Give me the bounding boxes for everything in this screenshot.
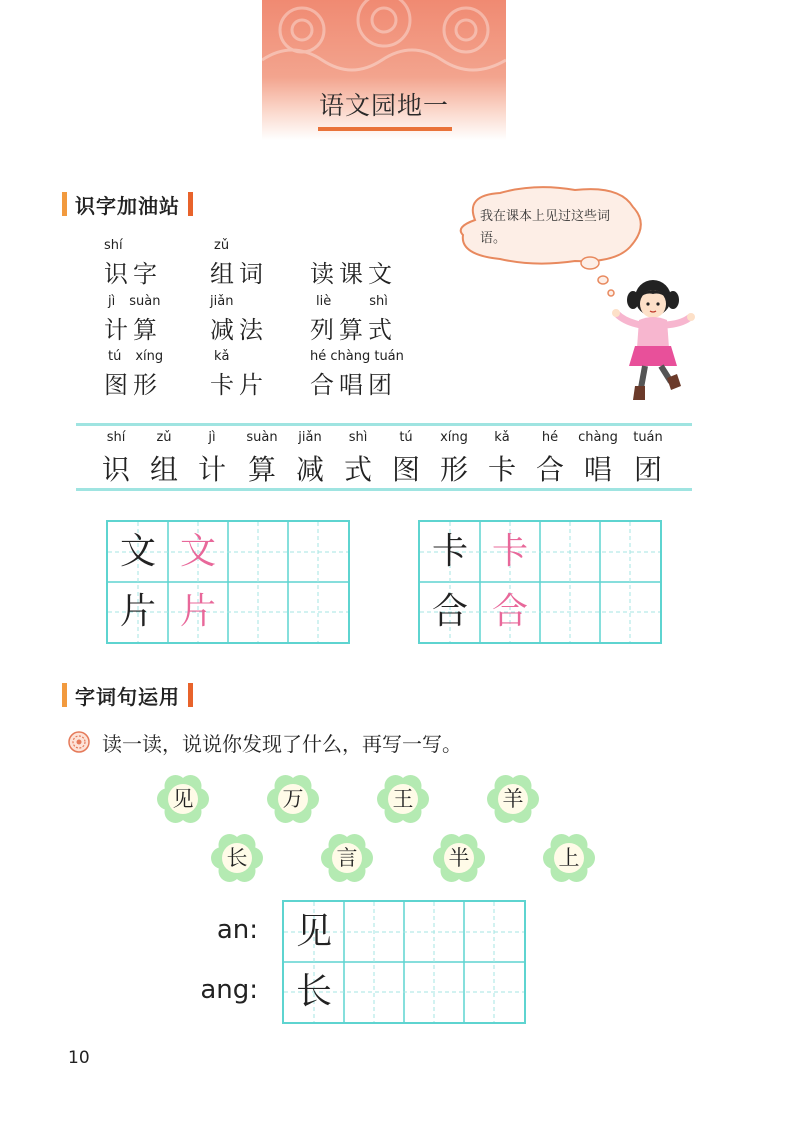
girl-illustration (605, 270, 705, 410)
header-banner (262, 0, 506, 140)
read-icon (68, 731, 90, 753)
strip-char: 组 (149, 453, 178, 486)
trace-char: 合 (491, 591, 528, 632)
writing-grid-right (418, 520, 662, 644)
title-underline (318, 127, 452, 131)
word-pinyin: jiǎn (210, 294, 234, 309)
flower-char: 羊 (502, 787, 524, 811)
flower-character (156, 772, 210, 826)
word-chars: 减法 (210, 316, 268, 344)
strip-character (140, 430, 188, 488)
word-pinyin (310, 238, 397, 254)
page-number: 10 (68, 1048, 90, 1068)
word-chars: 卡片 (210, 371, 268, 399)
strip-pinyin: xíng (440, 430, 468, 445)
strip-char: 唱 (583, 453, 612, 486)
flower-character (320, 831, 374, 885)
flower-char: 万 (282, 787, 304, 811)
word-chars: 图形 (104, 371, 162, 399)
word-chars: 计算 (104, 316, 162, 344)
word-group (310, 294, 397, 345)
strip-character (574, 430, 622, 488)
strip-pinyin: suàn (246, 430, 278, 445)
strip-pinyin: jiǎn (298, 430, 322, 445)
strip-bottom-line (76, 488, 692, 491)
strip-char: 识 (101, 453, 130, 486)
strip-char: 式 (343, 453, 372, 486)
rime-writing-grid (282, 900, 526, 1024)
strip-char: 形 (439, 453, 468, 486)
word-chars: 识字 (104, 260, 162, 288)
strip-character (286, 430, 334, 488)
writing-grid-left (106, 520, 350, 644)
word-group (210, 349, 268, 400)
word-group (310, 349, 404, 400)
strip-character (478, 430, 526, 488)
strip-char: 团 (633, 453, 662, 486)
trace-char: 片 (179, 591, 216, 632)
section-header-usage (62, 681, 193, 709)
word-group (104, 238, 208, 289)
word-group (104, 349, 163, 400)
flower-character (210, 831, 264, 885)
strip-character (92, 430, 140, 488)
strip-char: 卡 (487, 453, 516, 486)
strip-char: 减 (295, 453, 324, 486)
flower-char: 半 (448, 846, 470, 870)
strip-char: 算 (247, 453, 276, 486)
word-pinyin: jì suàn (108, 294, 161, 309)
word-chars: 组词 (210, 260, 268, 288)
strip-pinyin: tuán (633, 430, 663, 445)
bubble-text: 我在课本上见过这些词语。 (480, 209, 611, 246)
rime-label-ang: ang: (200, 975, 258, 1005)
strip-char: 图 (391, 453, 420, 486)
section-title: 识字加油站 (75, 193, 180, 218)
trace-char: 卡 (491, 531, 528, 572)
banner-pattern (262, 0, 506, 80)
word-chars: 合唱团 (310, 371, 397, 399)
flower-character (376, 772, 430, 826)
section-header-literacy (62, 190, 193, 218)
flower-char: 见 (172, 787, 194, 811)
trace-char: 文 (179, 531, 216, 572)
section-title: 字词句运用 (75, 684, 180, 709)
task-instruction: 读一读，说说你发现了什么，再写一写。 (102, 732, 462, 756)
strip-pinyin: chàng (578, 430, 618, 445)
strip-character (188, 430, 236, 488)
word-group (210, 238, 268, 289)
strip-character (238, 430, 286, 488)
flower-character (432, 831, 486, 885)
word-pinyin: liè shì (316, 294, 388, 309)
rime-example-char: 长 (295, 971, 332, 1012)
word-pinyin: hé chàng tuán (310, 349, 404, 364)
flower-character (266, 772, 320, 826)
flower-char: 王 (392, 787, 414, 811)
strip-char: 计 (197, 453, 226, 486)
word-group (310, 238, 397, 289)
strip-char: 合 (535, 453, 564, 486)
strip-character (624, 430, 672, 488)
word-pinyin: tú xíng (108, 349, 164, 364)
flower-character (542, 831, 596, 885)
strip-top-line (76, 423, 692, 426)
strip-character (382, 430, 430, 488)
strip-character (430, 430, 478, 488)
section-bar-right (188, 683, 193, 707)
section-bar-left (62, 683, 67, 707)
model-char: 卡 (431, 531, 468, 572)
word-pinyin: shí (104, 238, 123, 253)
strip-pinyin: zǔ (156, 430, 172, 445)
strip-pinyin: shì (348, 430, 368, 445)
page-title: 语文园地一 (318, 91, 449, 120)
word-chars: 读课文 (310, 260, 397, 288)
strip-pinyin: kǎ (494, 430, 510, 445)
word-group (210, 294, 268, 345)
flower-char: 长 (226, 846, 248, 870)
model-char: 合 (431, 591, 468, 632)
model-char: 片 (119, 591, 156, 632)
rime-example-char: 见 (295, 911, 332, 952)
flower-character (486, 772, 540, 826)
section-bar-right (188, 192, 193, 216)
rime-label-an: an: (216, 915, 258, 945)
word-chars: 列算式 (310, 316, 397, 344)
strip-character (526, 430, 574, 488)
strip-pinyin: shí (106, 430, 126, 445)
word-group (104, 294, 162, 345)
strip-character (334, 430, 382, 488)
flower-char: 言 (336, 846, 358, 870)
model-char: 文 (119, 531, 156, 572)
strip-pinyin: jì (208, 430, 216, 445)
flower-char: 上 (558, 846, 580, 870)
strip-pinyin: tú (399, 430, 413, 445)
section-bar-left (62, 192, 67, 216)
word-pinyin: zǔ (214, 238, 230, 253)
word-pinyin: kǎ (214, 349, 230, 364)
strip-pinyin: hé (541, 430, 559, 445)
